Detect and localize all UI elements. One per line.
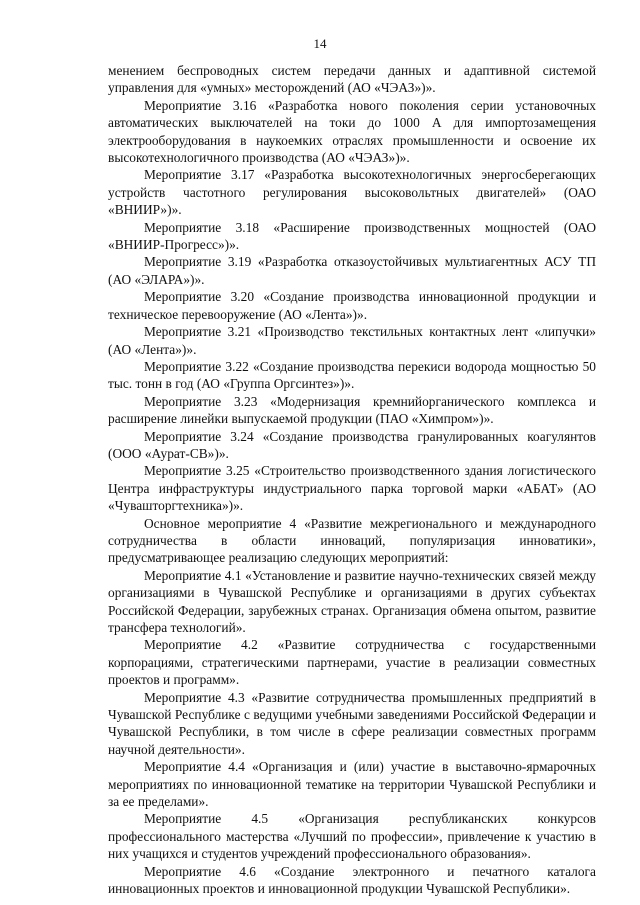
paragraph-main-measure-4: Основное мероприятие 4 «Развитие межрегионального и международного сотрудничества в области инноваций, популяризация инноватики», предусматривающее реализацию следующих мероприятий: — [108, 515, 596, 566]
paragraph-measure-3-25: Мероприятие 3.25 «Строительство производственного здания логистического Центра инфраструктуры индустриального парка торговой марки «АБАТ» (АО «Чувашторгтехника»)». — [108, 463, 596, 514]
paragraph-measure-3-22: Мероприятие 3.22 «Создание производства перекиси водорода мощностью 50 тыс. тонн в год (АО «Группа Оргсинтез»)». — [108, 358, 596, 392]
document-body — [108, 62, 596, 898]
page-number: 14 — [313, 36, 327, 51]
paragraph-measure-4-2: Мероприятие 4.2 «Развитие сотрудничества с государственными корпорациями, стратегическими партнерами, участие в реализации совместных проектов и программ». — [108, 637, 596, 688]
paragraph-measure-3-24: Мероприятие 3.24 «Создание производства гранулированных коагулянтов (ООО «Аурат-СВ»)». — [108, 428, 596, 461]
paragraph-measure-3-19: Мероприятие 3.19 «Разработка отказоустойчивых мультиагентных АСУ ТП (АО «ЭЛАРА»)». — [108, 254, 596, 287]
paragraph-measure-4-5: Мероприятие 4.5 «Организация республиканских конкурсов профессионального мастерства «Лучший по профессии», привлечение к участию в них учащихся и студентов учреждений профессионального образования». — [108, 811, 596, 862]
paragraph-measure-3-17: Мероприятие 3.17 «Разработка высокотехнологичных энергосберегающих устройств частотного регулирования высоковольтных двигателей» (ОАО «ВНИИР»)». — [108, 167, 596, 218]
paragraph-measure-4-6: Мероприятие 4.6 «Создание электронного и печатного каталога инновационных проектов и инновационной продукции Чувашской Республики». — [108, 863, 596, 897]
paragraph-measure-3-23: Мероприятие 3.23 «Модернизация кремнийорганического комплекса и расширение линейки выпускаемой продукции (ПАО «Химпром»)». — [108, 393, 596, 427]
paragraph-measure-4-4: Мероприятие 4.4 «Организация и (или) участие в выставочно-ярмарочных мероприятиях по инновационной тематике на территории Чувашской Республики и за ее пределами». — [108, 759, 596, 810]
paragraph-measure-3-20: Мероприятие 3.20 «Создание производства инновационной продукции и техническое перевооружение (АО «Лента»)». — [108, 289, 596, 322]
paragraph-measure-3-18: Мероприятие 3.18 «Расширение производственных мощностей (ОАО «ВНИИР-Прогресс»)». — [108, 219, 596, 253]
paragraph-measure-3-21: Мероприятие 3.21 «Производство текстильных контактных лент «липучки» (АО «Лента»)». — [108, 324, 596, 357]
paragraph-measure-3-16: Мероприятие 3.16 «Разработка нового поколения серии установочных автоматических выключателей на токи до 1000 А для импортозамещения электрооборудования в наукоемких отраслях промышленности и освоение их высокотехнологичного производства (АО «ЧЭАЗ»)». — [108, 97, 596, 166]
paragraph-measure-4-3: Мероприятие 4.3 «Развитие сотрудничества промышленных предприятий в Чувашской Республике с ведущими учебными заведениями Российской Федерации и Чувашской Республики, в том числе в сфере реализации совместных программ научной деятельности». — [108, 689, 596, 757]
paragraph-measure-4-1: Мероприятие 4.1 «Установление и развитие научно-технических связей между организациями в Чувашской Республике и организациями в других субъектах Российской Федерации, зарубежных странах. Организация обмена опытом, развитие трансфера технологий». — [108, 567, 596, 635]
paragraph-continuation: менением беспроводных систем передачи данных и адаптивной системой управления для «умных» месторождений (АО «ЧЭАЗ»)». — [108, 63, 596, 96]
